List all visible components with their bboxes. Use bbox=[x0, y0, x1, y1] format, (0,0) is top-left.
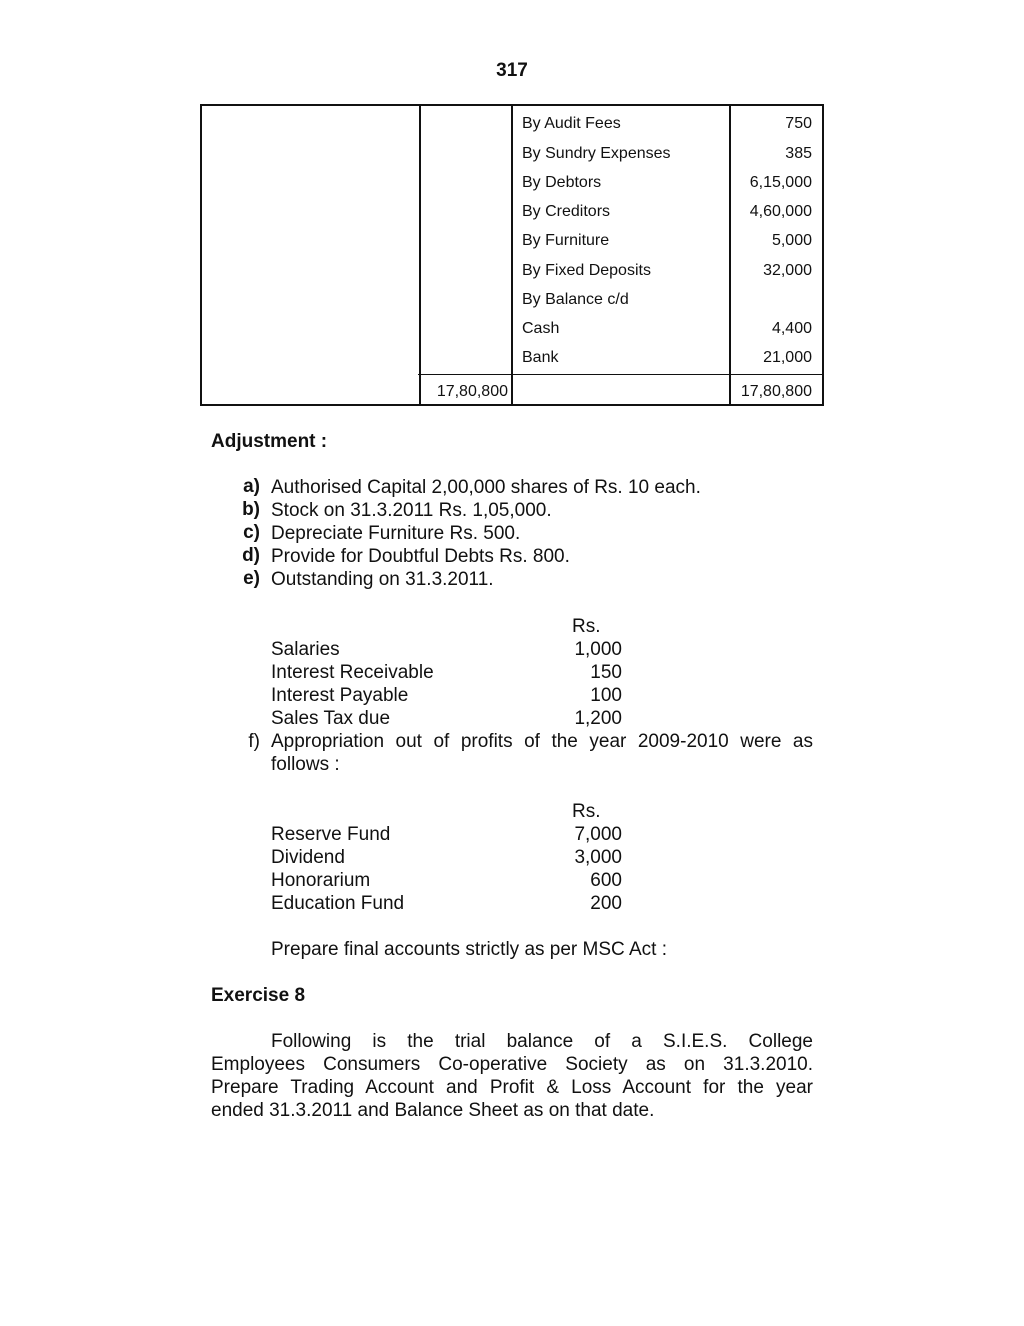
ledger-row bbox=[202, 314, 822, 343]
item-label: f) bbox=[248, 731, 260, 752]
ledger-particular: By Sundry Expenses bbox=[522, 145, 671, 162]
appropriation-amount: 600 bbox=[590, 870, 622, 891]
appropriation-name: Dividend bbox=[271, 847, 345, 868]
exercise-paragraph-line: ended 31.3.2011 and Balance Sheet as on that date. bbox=[211, 1100, 655, 1121]
page-number: 317 bbox=[496, 60, 528, 81]
ledger-amount: 5,000 bbox=[771, 232, 812, 249]
ledger-row bbox=[202, 109, 822, 138]
ledger-amount: 32,000 bbox=[763, 262, 812, 279]
ledger-amount: 21,000 bbox=[763, 349, 812, 366]
outstanding-name: Interest Payable bbox=[271, 685, 409, 706]
ledger-particular: By Creditors bbox=[522, 203, 611, 220]
item-label: c) bbox=[243, 522, 260, 543]
ledger-amount: 4,400 bbox=[771, 320, 812, 337]
ledger-amount: 4,60,000 bbox=[749, 203, 812, 220]
currency-header: Rs. bbox=[572, 801, 601, 822]
ledger-particular: By Audit Fees bbox=[522, 115, 621, 132]
appropriation-name: Reserve Fund bbox=[271, 824, 391, 845]
ledger-particular: Bank bbox=[522, 349, 559, 366]
exercise-paragraph-line: Employees Consumers Co-operative Society as on 31.3.2010. bbox=[211, 1054, 813, 1075]
appropriation-amount: 200 bbox=[590, 893, 622, 914]
ledger-particular: By Debtors bbox=[522, 174, 602, 191]
exercise-heading: Exercise 8 bbox=[211, 985, 306, 1006]
ledger-row bbox=[202, 343, 822, 372]
total-rule bbox=[418, 374, 822, 375]
outstanding-amount: 1,000 bbox=[574, 639, 622, 660]
outstanding-name: Salaries bbox=[271, 639, 340, 660]
item-label: d) bbox=[242, 545, 260, 566]
exercise-paragraph-line: Prepare Trading Account and Profit & Loss Account for the year bbox=[211, 1077, 813, 1098]
ledger-particular: By Fixed Deposits bbox=[522, 262, 651, 279]
item-f-line1: Appropriation out of profits of the year 2009-2010 were as bbox=[271, 731, 813, 752]
appropriation-name: Education Fund bbox=[271, 893, 405, 914]
adjustment-item: Stock on 31.3.2011 Rs. 1,05,000. bbox=[271, 500, 552, 521]
adjustment-item: Provide for Doubtful Debts Rs. 800. bbox=[271, 546, 570, 567]
outstanding-amount: 100 bbox=[590, 685, 622, 706]
outstanding-amount: 150 bbox=[590, 662, 622, 683]
ledger-total-right: 17,80,800 bbox=[740, 383, 812, 400]
ledger-particular: By Balance c/d bbox=[522, 291, 629, 308]
adjustment-item: Depreciate Furniture Rs. 500. bbox=[271, 523, 521, 544]
ledger-row bbox=[202, 285, 822, 314]
ledger-table bbox=[200, 104, 824, 406]
item-label: a) bbox=[243, 476, 260, 497]
adjustment-heading: Adjustment : bbox=[211, 431, 328, 452]
item-label: b) bbox=[242, 499, 260, 520]
ledger-amount: 6,15,000 bbox=[749, 174, 812, 191]
ledger-particular: Cash bbox=[522, 320, 560, 337]
ledger-amount: 750 bbox=[785, 115, 812, 132]
outstanding-name: Interest Receivable bbox=[271, 662, 434, 683]
appropriation-amount: 7,000 bbox=[574, 824, 622, 845]
outstanding-amount: 1,200 bbox=[574, 708, 622, 729]
outstanding-name: Sales Tax due bbox=[271, 708, 391, 729]
adjustment-item: Authorised Capital 2,00,000 shares of Rs. 10 each. bbox=[271, 477, 701, 498]
item-f-line2: follows : bbox=[271, 754, 340, 775]
ledger-row bbox=[202, 226, 822, 255]
ledger-row bbox=[202, 256, 822, 285]
instruction-text: Prepare final accounts strictly as per MSC Act : bbox=[271, 939, 667, 960]
ledger-row bbox=[202, 139, 822, 168]
ledger-amount: 385 bbox=[785, 145, 812, 162]
adjustment-item: Outstanding on 31.3.2011. bbox=[271, 569, 494, 590]
appropriation-name: Honorarium bbox=[271, 870, 371, 891]
item-label: e) bbox=[243, 568, 260, 589]
appropriation-amount: 3,000 bbox=[574, 847, 622, 868]
currency-header: Rs. bbox=[572, 616, 601, 637]
ledger-row bbox=[202, 197, 822, 226]
ledger-total-left: 17,80,800 bbox=[436, 383, 508, 400]
ledger-row bbox=[202, 168, 822, 197]
exercise-paragraph-line: Following is the trial balance of a S.I.E.S. College bbox=[271, 1031, 813, 1052]
ledger-particular: By Furniture bbox=[522, 232, 610, 249]
